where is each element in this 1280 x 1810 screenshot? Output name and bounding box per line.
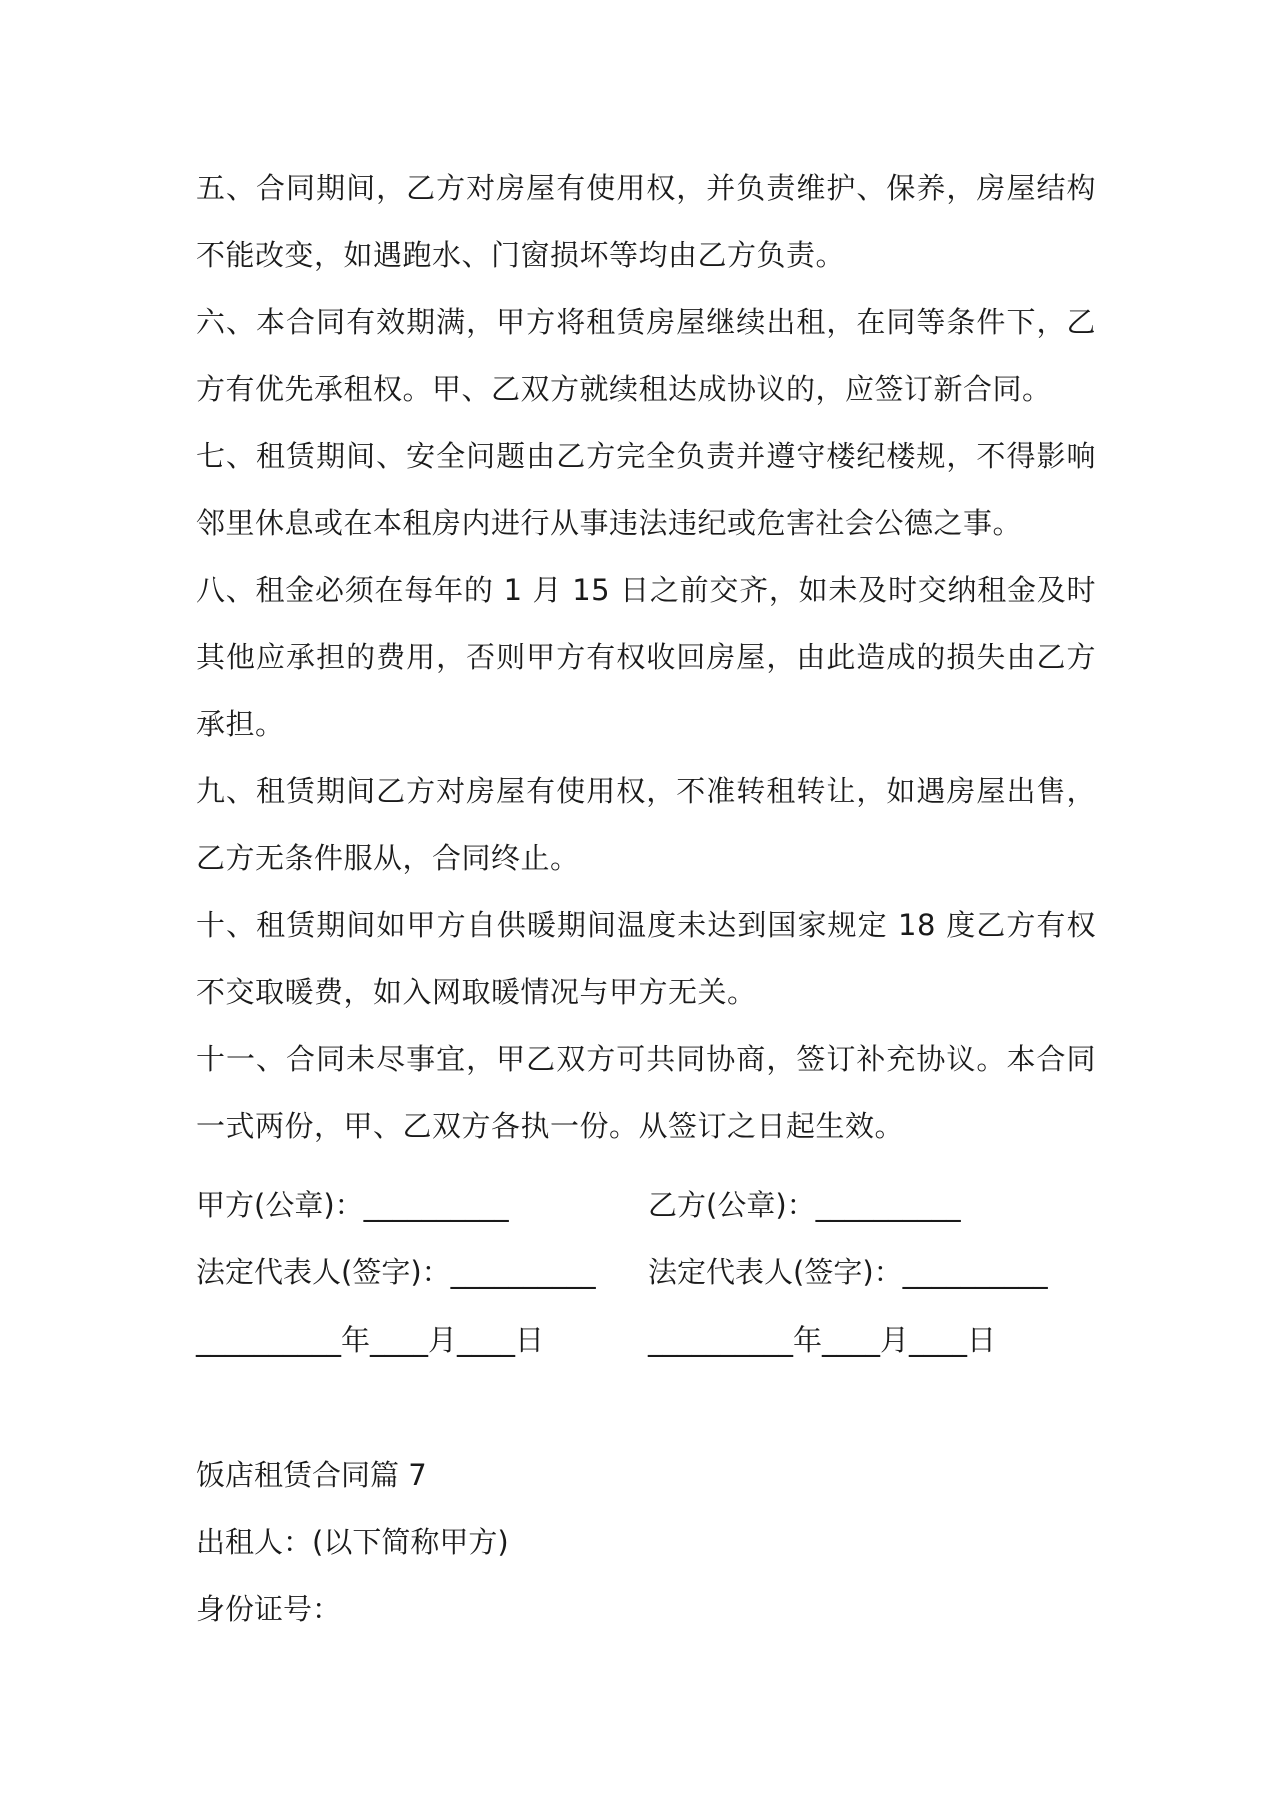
clause-10: 十、租赁期间如甲方自供暖期间温度未达到国家规定 18 度乙方有权不交取暖费，如入网取暖情况与甲方无关。 [196,908,1096,1009]
party-a-seal-line: 甲方(公章)：__________ [196,1188,509,1222]
clause-8: 八、租金必须在每年的 1 月 15 日之前交齐，如未及时交纳租金及时其他应承担的费用，否则甲方有权收回房屋，由此造成的损失由乙方承担。 [196,573,1096,741]
party-a-representative-line: 法定代表人(签字)：__________ [196,1255,596,1289]
id-number-line: 身份证号： [196,1592,342,1626]
lessor-line: 出租人：(以下简称甲方) [196,1525,509,1559]
clause-6: 六、本合同有效期满，甲方将租赁房屋继续出租，在同等条件下，乙方有优先承租权。甲、乙双方就续租达成协议的，应签订新合同。 [196,305,1096,406]
party-b-representative-line: 法定代表人(签字)：__________ [648,1255,1048,1289]
clause-5: 五、合同期间，乙方对房屋有使用权，并负责维护、保养，房屋结构不能改变，如遇跑水、门窗损坏等均由乙方负责。 [196,171,1096,272]
clause-7: 七、租赁期间、安全问题由乙方完全负责并遵守楼纪楼规，不得影响邻里休息或在本租房内进行从事违法违纪或危害社会公德之事。 [196,439,1096,540]
section-title: 饭店租赁合同篇 7 [196,1458,427,1492]
party-b-date-line: __________年____月____日 [648,1323,997,1357]
clause-9: 九、租赁期间乙方对房屋有使用权，不准转租转让，如遇房屋出售，乙方无条件服从，合同终止。 [196,774,1096,875]
clause-11: 十一、合同未尽事宜，甲乙双方可共同协商，签订补充协议。本合同一式两份，甲、乙双方各执一份。从签订之日起生效。 [196,1042,1096,1143]
party-b-seal-line: 乙方(公章)：__________ [648,1188,961,1222]
party-a-date-line: __________年____月____日 [196,1323,545,1357]
